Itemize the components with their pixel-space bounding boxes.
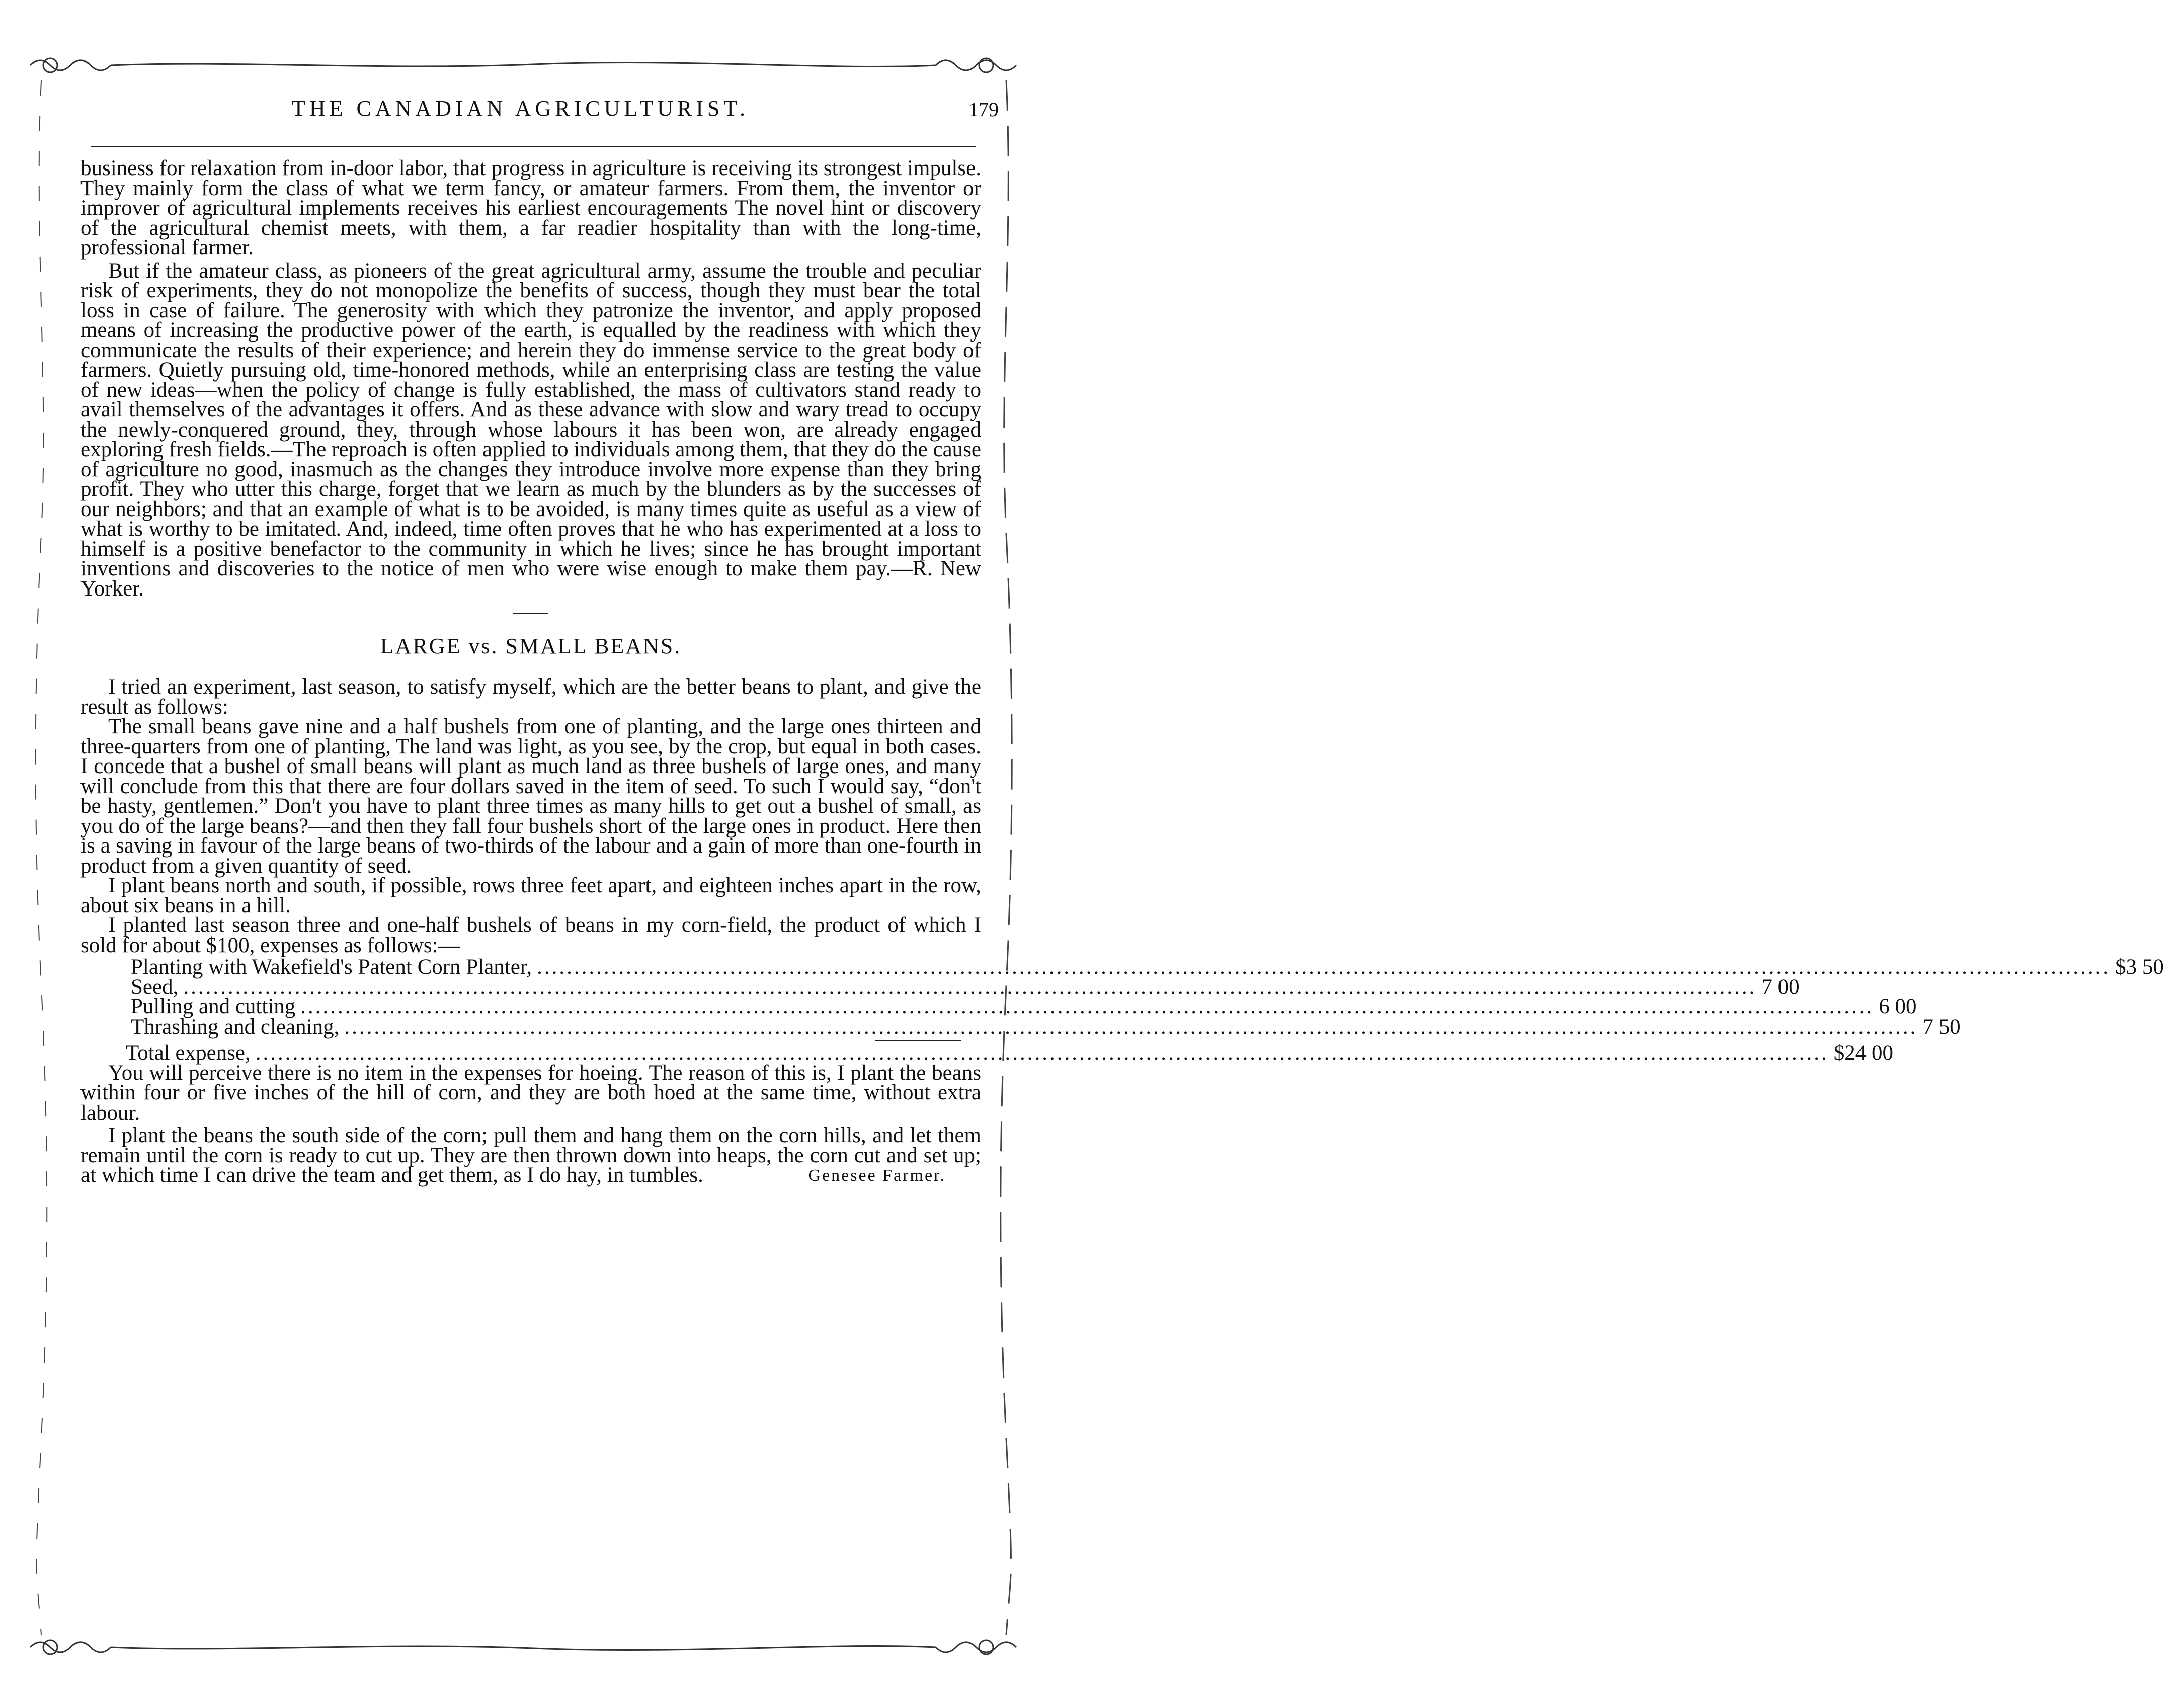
expense-label: Planting with Wakefield's Patent Corn Planter, xyxy=(131,955,532,979)
article-paragraph: I tried an experiment, last season, to satisfy myself, which are the better beans to plant, and give the result as follows: xyxy=(80,675,981,719)
ornamental-border-right xyxy=(996,80,1016,1635)
leader-dots: .................................................................................................................................................................................................................... xyxy=(183,975,1757,999)
article-paragraph: I plant beans north and south, if possible, rows three feet apart, and eighteen inches apart in the row, about six beans in a hill. xyxy=(80,874,981,917)
expense-row xyxy=(80,955,2164,979)
expense-label: Thrashing and cleaning, xyxy=(131,1014,340,1039)
expense-label: Pulling and cutting xyxy=(131,995,296,1018)
expense-amount: $3 50 xyxy=(2115,955,2164,979)
article-paragraph: I planted last season three and one-half bushels of beans in my corn-field, the product of which I sold for about $100, expenses as follows:— xyxy=(80,913,981,957)
ornamental-border-left xyxy=(31,80,51,1635)
section-separator xyxy=(513,613,548,614)
leader-dots: .................................................................................................................................................................................................................... xyxy=(537,955,2111,979)
ornamental-border-top xyxy=(30,50,1016,80)
article-paragraph: You will perceive there is no item in the expenses for hoeing. The reason of this is, I plant the beans within four or five inches of the hill of corn, and they are both hoed at the same time, without extra labour. xyxy=(80,1061,981,1125)
expense-list xyxy=(80,955,2164,1065)
expense-label: Seed, xyxy=(131,975,179,999)
expense-total-amount: $24 00 xyxy=(1833,1041,1893,1065)
page-content xyxy=(80,156,2164,1187)
expense-amount: 7 00 xyxy=(1761,975,1800,999)
article-paragraph: The small beans gave nine and a half bushels from one of planting, and the large ones thirteen and three-quarters from one of planting, The land was light, as you see, by the crop, but equal in both cases. I concede that a bushel of small beans will plant as much land as three bushels of large ones, and many will conclude from this that there are four dollars saved in the item of seed. To such I would say, “don't be hasty, gentlemen.” Don't you have to plant three times as many hills to get out a bushel of small, as you do of the large beans?—and then they fall four bushels short of the large ones in product. Here then is a saving in favour of the large beans of two-thirds of the labour and a gain of more than one-fourth in product from a given quantity of seed. xyxy=(80,715,981,878)
ornamental-border-bottom xyxy=(30,1632,1016,1662)
expense-row xyxy=(80,995,1917,1018)
article-paragraph: I plant the beans the south side of the corn; pull them and hang them on the corn hills, and let them remain until the corn is ready to cut up. They are then thrown down into heaps, the corn cut and set up; at which time I can drive the team and get them, as I do hay, in tumbles. xyxy=(80,1124,981,1187)
expense-amount: 7 50 xyxy=(1922,1014,1961,1039)
page-header xyxy=(91,96,1001,131)
leader-dots: .................................................................................................................................................................................................................... xyxy=(344,1014,1918,1039)
header-rule xyxy=(91,146,976,147)
running-title: THE CANADIAN AGRICULTURIST. xyxy=(292,96,749,121)
article-paragraph: business for relaxation from in-door labor, that progress in agriculture is receiving its strongest impulse. They mainly form the class of what we term fancy, or amateur farmers. From them, the inventor or improver of agricultural implements receives his earliest encouragements The novel hint or discovery of the agricultural chemist meets, with them, a far readier hospitality than with the long-time, professional farmer. xyxy=(80,156,981,260)
expense-row xyxy=(80,975,1800,999)
article-paragraph: But if the amateur class, as pioneers of the great agricultural army, assume the trouble and peculiar risk of experiments, they do not monopolize the benefits of success, though they must bear the total loss in case of failure. The generosity with which they patronize the inventor, and apply proposed means of increasing the productive power of the earth, is equalled by the readiness with which they communicate the results of their experience; and herein they do immense service to the great body of farmers. Quietly pursuing old, time-honored methods, while an enterprising class are testing the value of new ideas—when the policy of change is fully established, the mass of cultivators stand ready to avail themselves of the advantages it offers. And as these advance with slow and wary tread to occupy the newly-conquered ground, they, through whose labours it has been won, are already engaged exploring fresh fields.—The reproach is often applied to individuals among them, that they do the cause of agriculture no good, inasmuch as the changes they introduce involve more expense than they bring profit. They who utter this charge, forget that we learn as much by the blunders as by the successes of our neighbors; and that an example of what is to be avoided, is many times quite as useful as a view of what is worthy to be imitated. And, indeed, time often proves that he who has experimented at a loss to himself is a positive benefactor to the community in which he lives; since he has brought important inventions and discoveries to the notice of men who were wise enough to make them pay.—R. New Yorker. xyxy=(80,259,981,601)
article-signature: Genesee Farmer. xyxy=(808,1166,946,1185)
expense-amount: 6 00 xyxy=(1879,995,1917,1018)
leader-dots: .................................................................................................................................................................................................................... xyxy=(255,1041,1829,1065)
leader-dots: .................................................................................................................................................................................................................... xyxy=(300,995,1874,1018)
expense-total-label: Total expense, xyxy=(126,1041,251,1065)
page-number: 179 xyxy=(968,98,999,121)
expense-total-row xyxy=(80,1041,1893,1065)
section-heading: LARGE vs. SMALL BEANS. xyxy=(380,634,682,658)
expense-row xyxy=(80,1014,1961,1039)
